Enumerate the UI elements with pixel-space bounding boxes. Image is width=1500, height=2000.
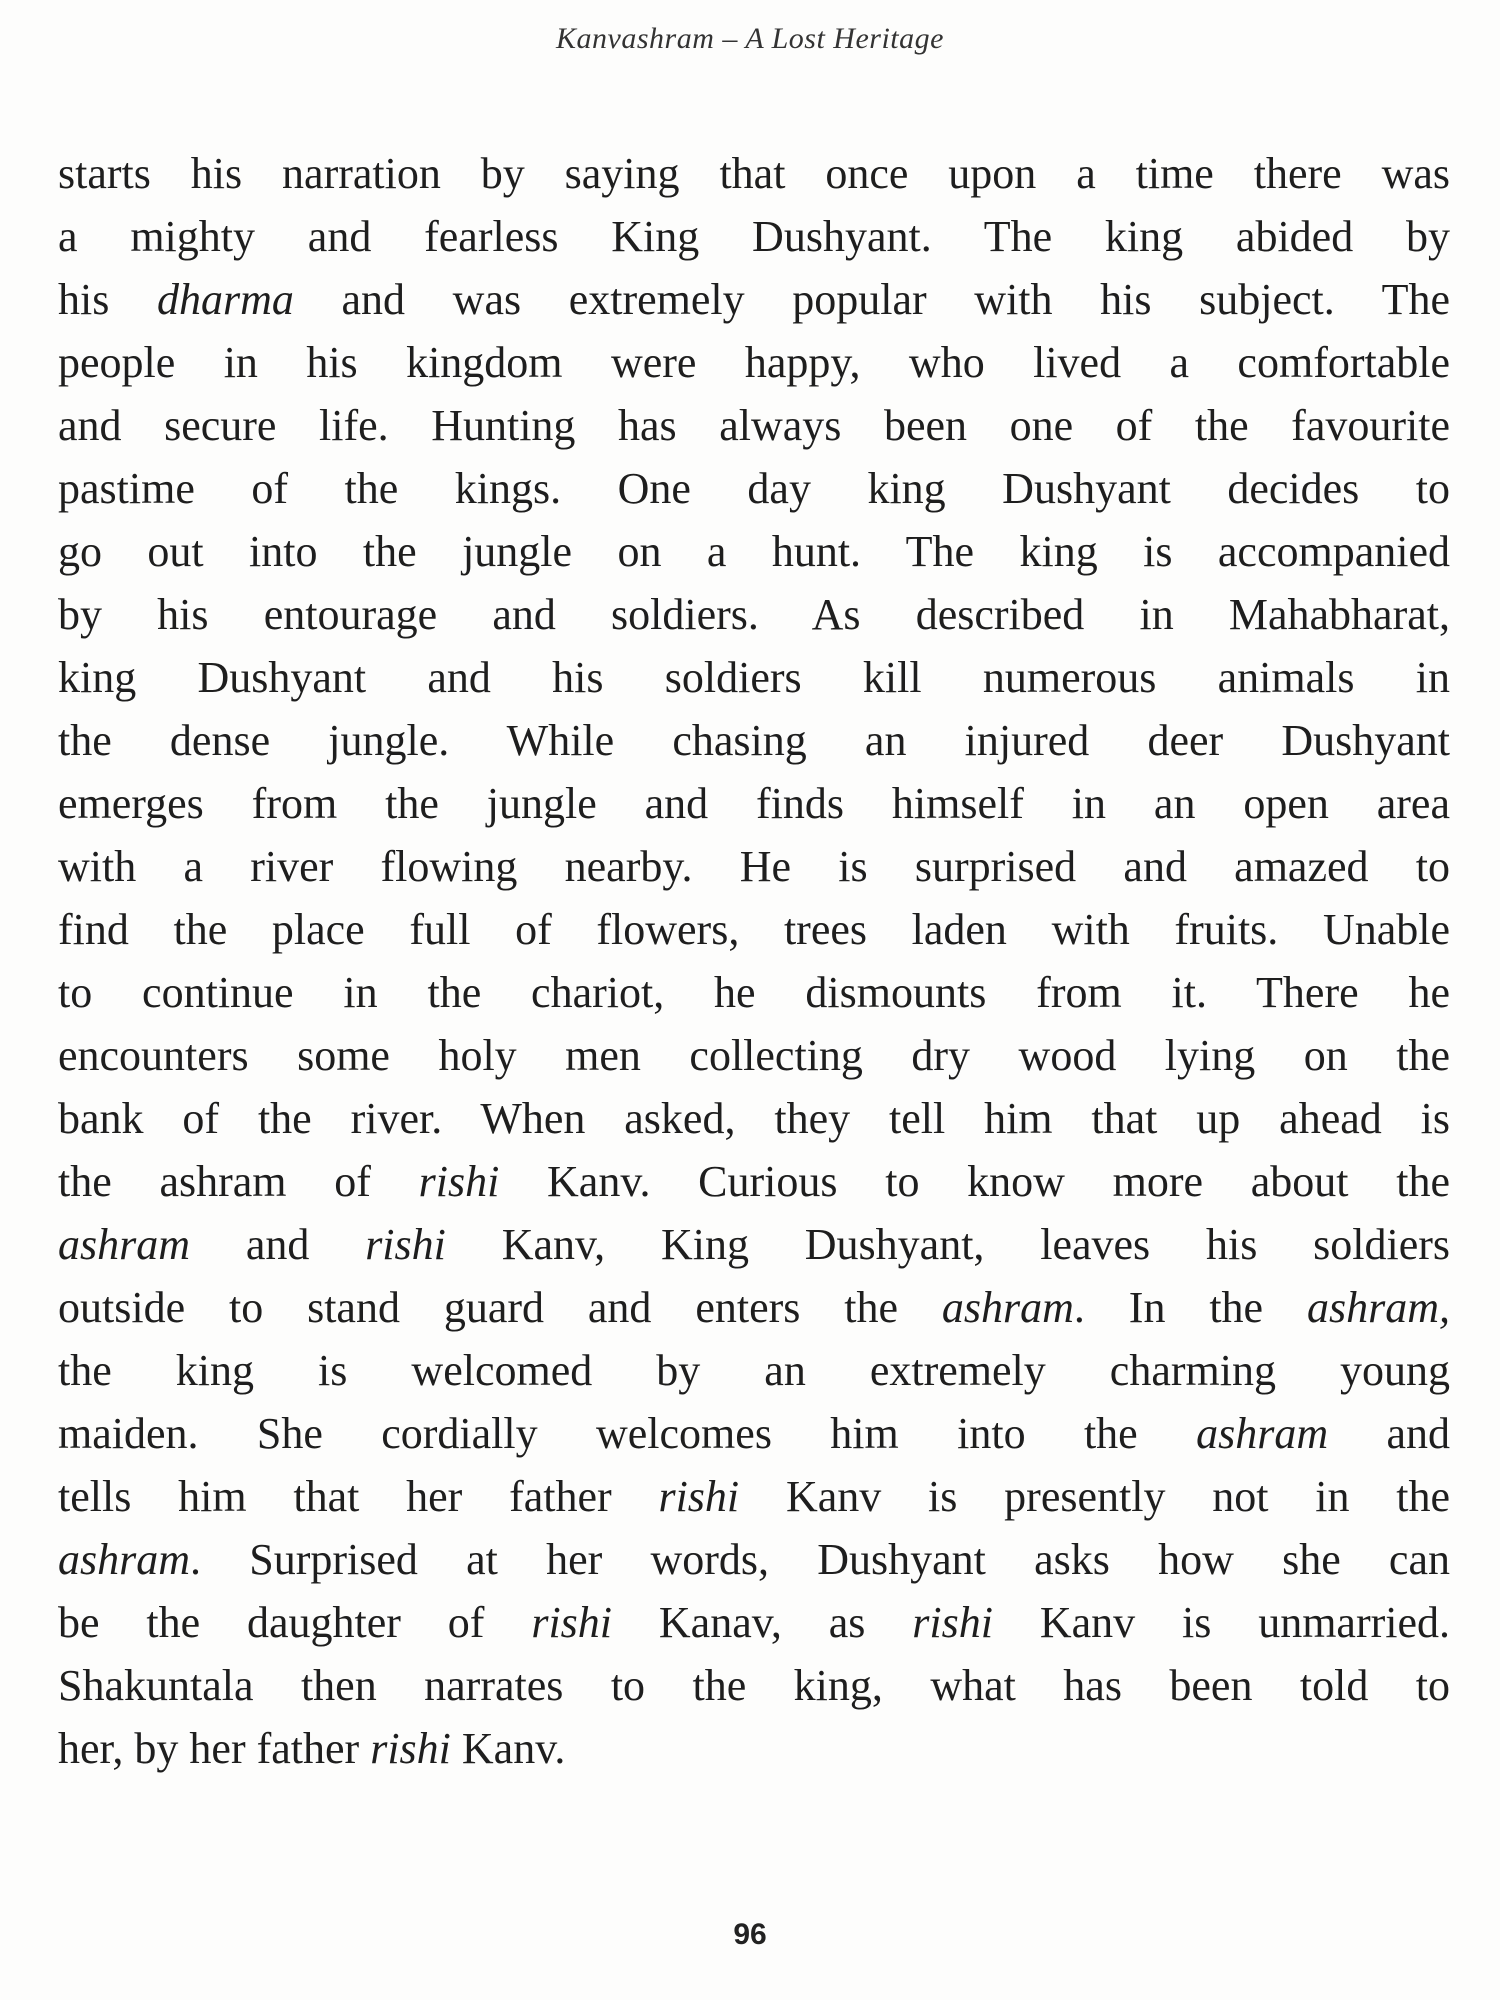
text-line <box>58 1402 1450 1465</box>
text-segment: be the daughter of <box>58 1598 532 1647</box>
text-segment: tells him that her father <box>58 1472 659 1521</box>
text-segment: with a river flowing nearby. He is surprised and amazed to <box>58 842 1450 891</box>
text-line <box>58 898 1450 961</box>
text-segment: the king is welcomed by an extremely charming young <box>58 1346 1450 1395</box>
text-line <box>58 1591 1450 1654</box>
text-segment: the dense jungle. While chasing an injured deer Dushyant <box>58 716 1450 765</box>
text-segment: maiden. She cordially welcomes him into the <box>58 1409 1197 1458</box>
text-line <box>58 1339 1450 1402</box>
text-line <box>58 1528 1450 1591</box>
text-segment: Shakuntala then narrates to the king, what has been told to <box>58 1661 1450 1710</box>
italic-term: rishi <box>912 1598 993 1647</box>
italic-term: rishi <box>531 1598 613 1647</box>
text-segment: Kanv, King Dushyant, leaves his soldiers <box>445 1220 1451 1269</box>
text-segment: Kanv is presently not in the <box>739 1472 1450 1521</box>
italic-term: rishi <box>418 1157 500 1206</box>
italic-term: ashram <box>58 1220 191 1269</box>
text-line <box>58 457 1450 520</box>
body-paragraph <box>58 142 1450 1780</box>
text-segment: starts his narration by saying that once upon a time there was <box>58 149 1450 198</box>
text-segment: king Dushyant and his soldiers kill numerous animals in <box>58 653 1450 702</box>
text-segment: . In the <box>1073 1283 1307 1332</box>
text-segment: her, by her father <box>58 1724 371 1773</box>
text-segment: outside to stand guard and enters the <box>58 1283 942 1332</box>
text-segment: a mighty and fearless King Dushyant. The king abided by <box>58 212 1450 261</box>
italic-term: ashram <box>58 1535 191 1584</box>
text-segment: his <box>58 275 157 324</box>
text-line <box>58 205 1450 268</box>
text-line <box>58 961 1450 1024</box>
text-line <box>58 331 1450 394</box>
text-line <box>58 268 1450 331</box>
italic-term: rishi <box>365 1220 446 1269</box>
italic-term: ashram, <box>1306 1283 1450 1332</box>
text-segment: go out into the jungle on a hunt. The king is accompanied <box>58 527 1450 576</box>
text-line <box>58 142 1450 205</box>
text-line <box>58 1087 1450 1150</box>
text-segment: the ashram of <box>58 1157 419 1206</box>
text-line <box>58 1717 1450 1780</box>
text-line <box>58 772 1450 835</box>
text-segment: and <box>1328 1409 1451 1458</box>
italic-term: rishi <box>658 1472 740 1521</box>
text-segment: find the place full of flowers, trees laden with fruits. Unable <box>58 905 1450 954</box>
text-line <box>58 835 1450 898</box>
italic-term: ashram <box>941 1283 1074 1332</box>
italic-term: dharma <box>156 275 294 324</box>
text-line <box>58 1150 1450 1213</box>
text-line <box>58 520 1450 583</box>
italic-term: ashram <box>1196 1409 1329 1458</box>
text-line <box>58 1213 1450 1276</box>
text-line <box>58 394 1450 457</box>
text-segment: bank of the river. When asked, they tell him that up ahead is <box>58 1094 1450 1143</box>
text-line <box>58 583 1450 646</box>
text-line <box>58 1465 1450 1528</box>
text-line <box>58 1654 1450 1717</box>
text-segment: Kanav, as <box>612 1598 913 1647</box>
text-segment: and <box>190 1220 366 1269</box>
text-line <box>58 1024 1450 1087</box>
text-line <box>58 646 1450 709</box>
text-segment: pastime of the kings. One day king Dushyant decides to <box>58 464 1450 513</box>
text-segment: and was extremely popular with his subject. The <box>293 275 1450 324</box>
text-segment: . Surprised at her words, Dushyant asks how she can <box>190 1535 1450 1584</box>
text-segment: by his entourage and soldiers. As described in Mahabharat, <box>58 590 1450 639</box>
text-line <box>58 1276 1450 1339</box>
text-segment: Kanv. <box>450 1724 566 1773</box>
page-number: 96 <box>733 1918 767 1951</box>
text-segment: encounters some holy men collecting dry wood lying on the <box>58 1031 1450 1080</box>
text-segment: Kanv is unmarried. <box>992 1598 1451 1647</box>
text-segment: to continue in the chariot, he dismounts from it. There he <box>58 968 1450 1017</box>
italic-term: rishi <box>370 1724 451 1773</box>
running-header-title: Kanvashram – A Lost Heritage <box>556 22 944 55</box>
text-segment: people in his kingdom were happy, who lived a comfortable <box>58 338 1450 387</box>
text-line <box>58 709 1450 772</box>
text-segment: and secure life. Hunting has always been one of the favourite <box>58 401 1450 450</box>
text-segment: Kanv. Curious to know more about the <box>499 1157 1450 1206</box>
text-segment: emerges from the jungle and finds himself in an open area <box>58 779 1450 828</box>
